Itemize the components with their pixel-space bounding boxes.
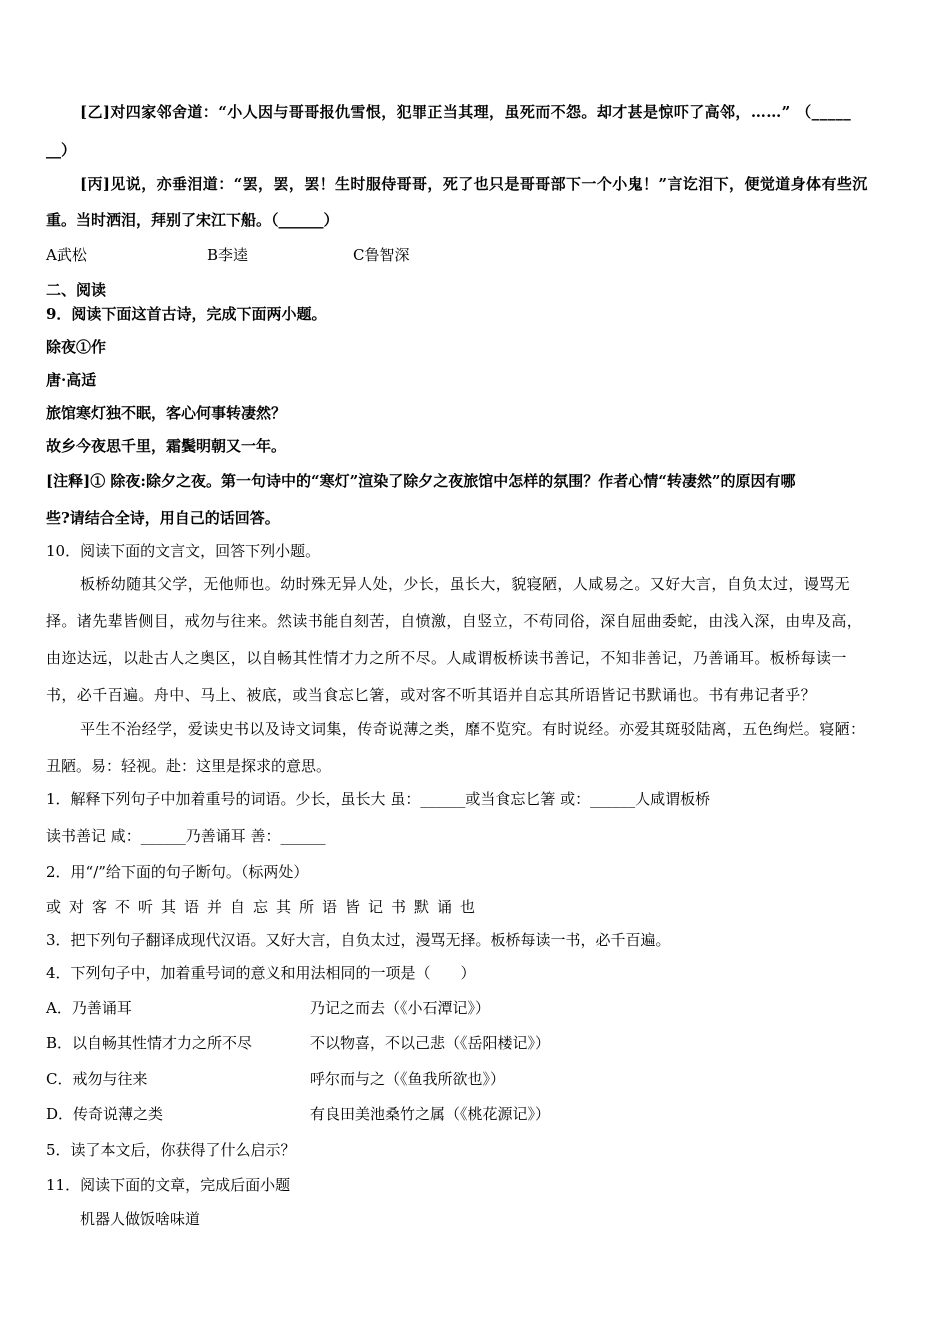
q10-sub2-text: 或对客不听其语并自忘其所语皆记书默诵也 [46,898,484,916]
option-right: 有良田美池桑竹之属（《桃花源记》） [310,1105,551,1123]
q8-bing-line2: 重。当时洒泪，拜别了宋江下船。（______） [46,211,339,229]
section-title: 二、阅读 [46,281,107,299]
q11-stem: 11．阅读下面的文章，完成后面小题 [46,1176,291,1194]
passage-line: 择。诸先辈皆侧目，戒勿与往来。然读书能自刻苦，自愤激，自竖立，不苟同俗，深自屈曲委蛇，由浅入深，由卑及高， [46,612,863,630]
option-right: 乃记之而去（《小石潭记》） [310,999,491,1017]
q10-sub1-line2: 读书善记 咸：______乃善诵耳 善：______ [46,827,326,845]
poem-line-1: 旅馆寒灯独不眠，客心何事转凄然？ [46,404,287,422]
option-left: B．以自畅其性情才力之所不尽 [46,1034,253,1052]
poem-line-2: 故乡今夜思千里，霜鬓明朝又一年。 [46,437,287,455]
q8-bing-line1: [丙]见说，亦垂泪道：“罢，罢，罢！生时服侍哥哥，死了也只是哥哥部下一个小鬼！”言讫泪下，便觉道身体有些沉 [80,175,868,193]
q10-sub4: 4．下列句子中，加着重号词的意义和用法相同的一项是（ ） [46,964,476,982]
passage-line: 板桥幼随其父学，无他师也。幼时殊无异人处，少长，虽长大，貌寝陋，人咸易之。又好大言，自负太过，谩骂无 [80,575,851,593]
q9-note-line2: 些?请结合全诗，用自己的话回答。 [46,509,280,527]
q10-sub1-line1: 1．解释下列句子中加着重号的词语。少长，虽长大 虽：______或当食忘匕箸 或：______人咸谓板桥 [46,790,711,808]
q10-sub3: 3．把下列句子翻译成现代汉语。又好大言，自负太过，漫骂无择。板桥每读一书，必千百遍。 [46,931,671,949]
article-title: 机器人做饭啥味道 [80,1210,201,1228]
option-left: D．传奇说薄之类 [46,1105,164,1123]
q10-stem: 10．阅读下面的文言文，回答下列小题。 [46,542,321,560]
q10-sub4-option-a [46,998,906,1018]
q8-option-a: A武松 [46,246,87,264]
q9-stem: 9．阅读下面这首古诗，完成下面两小题。 [46,305,327,323]
passage-line: 书，必千百遍。舟中、马上、被底，或当食忘匕箸，或对客不听其语并自忘其所语皆记书默诵也。书有弗记者乎？ [46,686,817,704]
passage-line: 由迩达远，以赴古人之奥区，以自畅其性情才力之所不尽。人咸谓板桥读书善记，不知非善记，乃善诵耳。板桥每读一 [46,649,847,667]
passage-line: 丑陋。易：轻视。赴：这里是探求的意思。 [46,757,332,775]
q8-option-b: B李逵 [207,246,249,264]
q8-yi-line1: [乙]对四家邻舍道：“小人因与哥哥报仇雪恨，犯罪正当其理，虽死而不怨。却才甚是惊吓了高邻，……” （_____ [80,103,852,121]
q8-yi-line2: __） [46,141,77,159]
q10-sub4-option-d [46,1104,906,1124]
q8-option-c: C鲁智深 [353,246,410,264]
poem-author: 唐·高适 [46,371,97,389]
q9-note-line1: [注释]① 除夜:除夕之夜。第一句诗中的“寒灯”渲染了除夕之夜旅馆中怎样的氛围？作者心情“转凄然”的原因有哪 [46,472,796,490]
option-right: 不以物喜，不以己悲（《岳阳楼记》） [310,1034,551,1052]
option-right: 呼尔而与之（《鱼我所欲也》） [310,1070,506,1088]
poem-title: 除夜①作 [46,338,107,356]
q10-sub4-option-c [46,1069,906,1089]
q10-sub5: 5．读了本文后，你获得了什么启示？ [46,1141,296,1159]
option-left: C．戒勿与往来 [46,1070,148,1088]
passage-line: 平生不治经学，爱读史书以及诗文词集，传奇说薄之类，靡不览究。有时说经。亦爱其斑驳陆离，五色绚烂。寝陋： [80,720,866,738]
q10-sub2: 2．用“/”给下面的句子断句。（标两处） [46,863,309,881]
option-left: A．乃善诵耳 [46,999,132,1017]
q10-sub4-option-b [46,1033,906,1053]
